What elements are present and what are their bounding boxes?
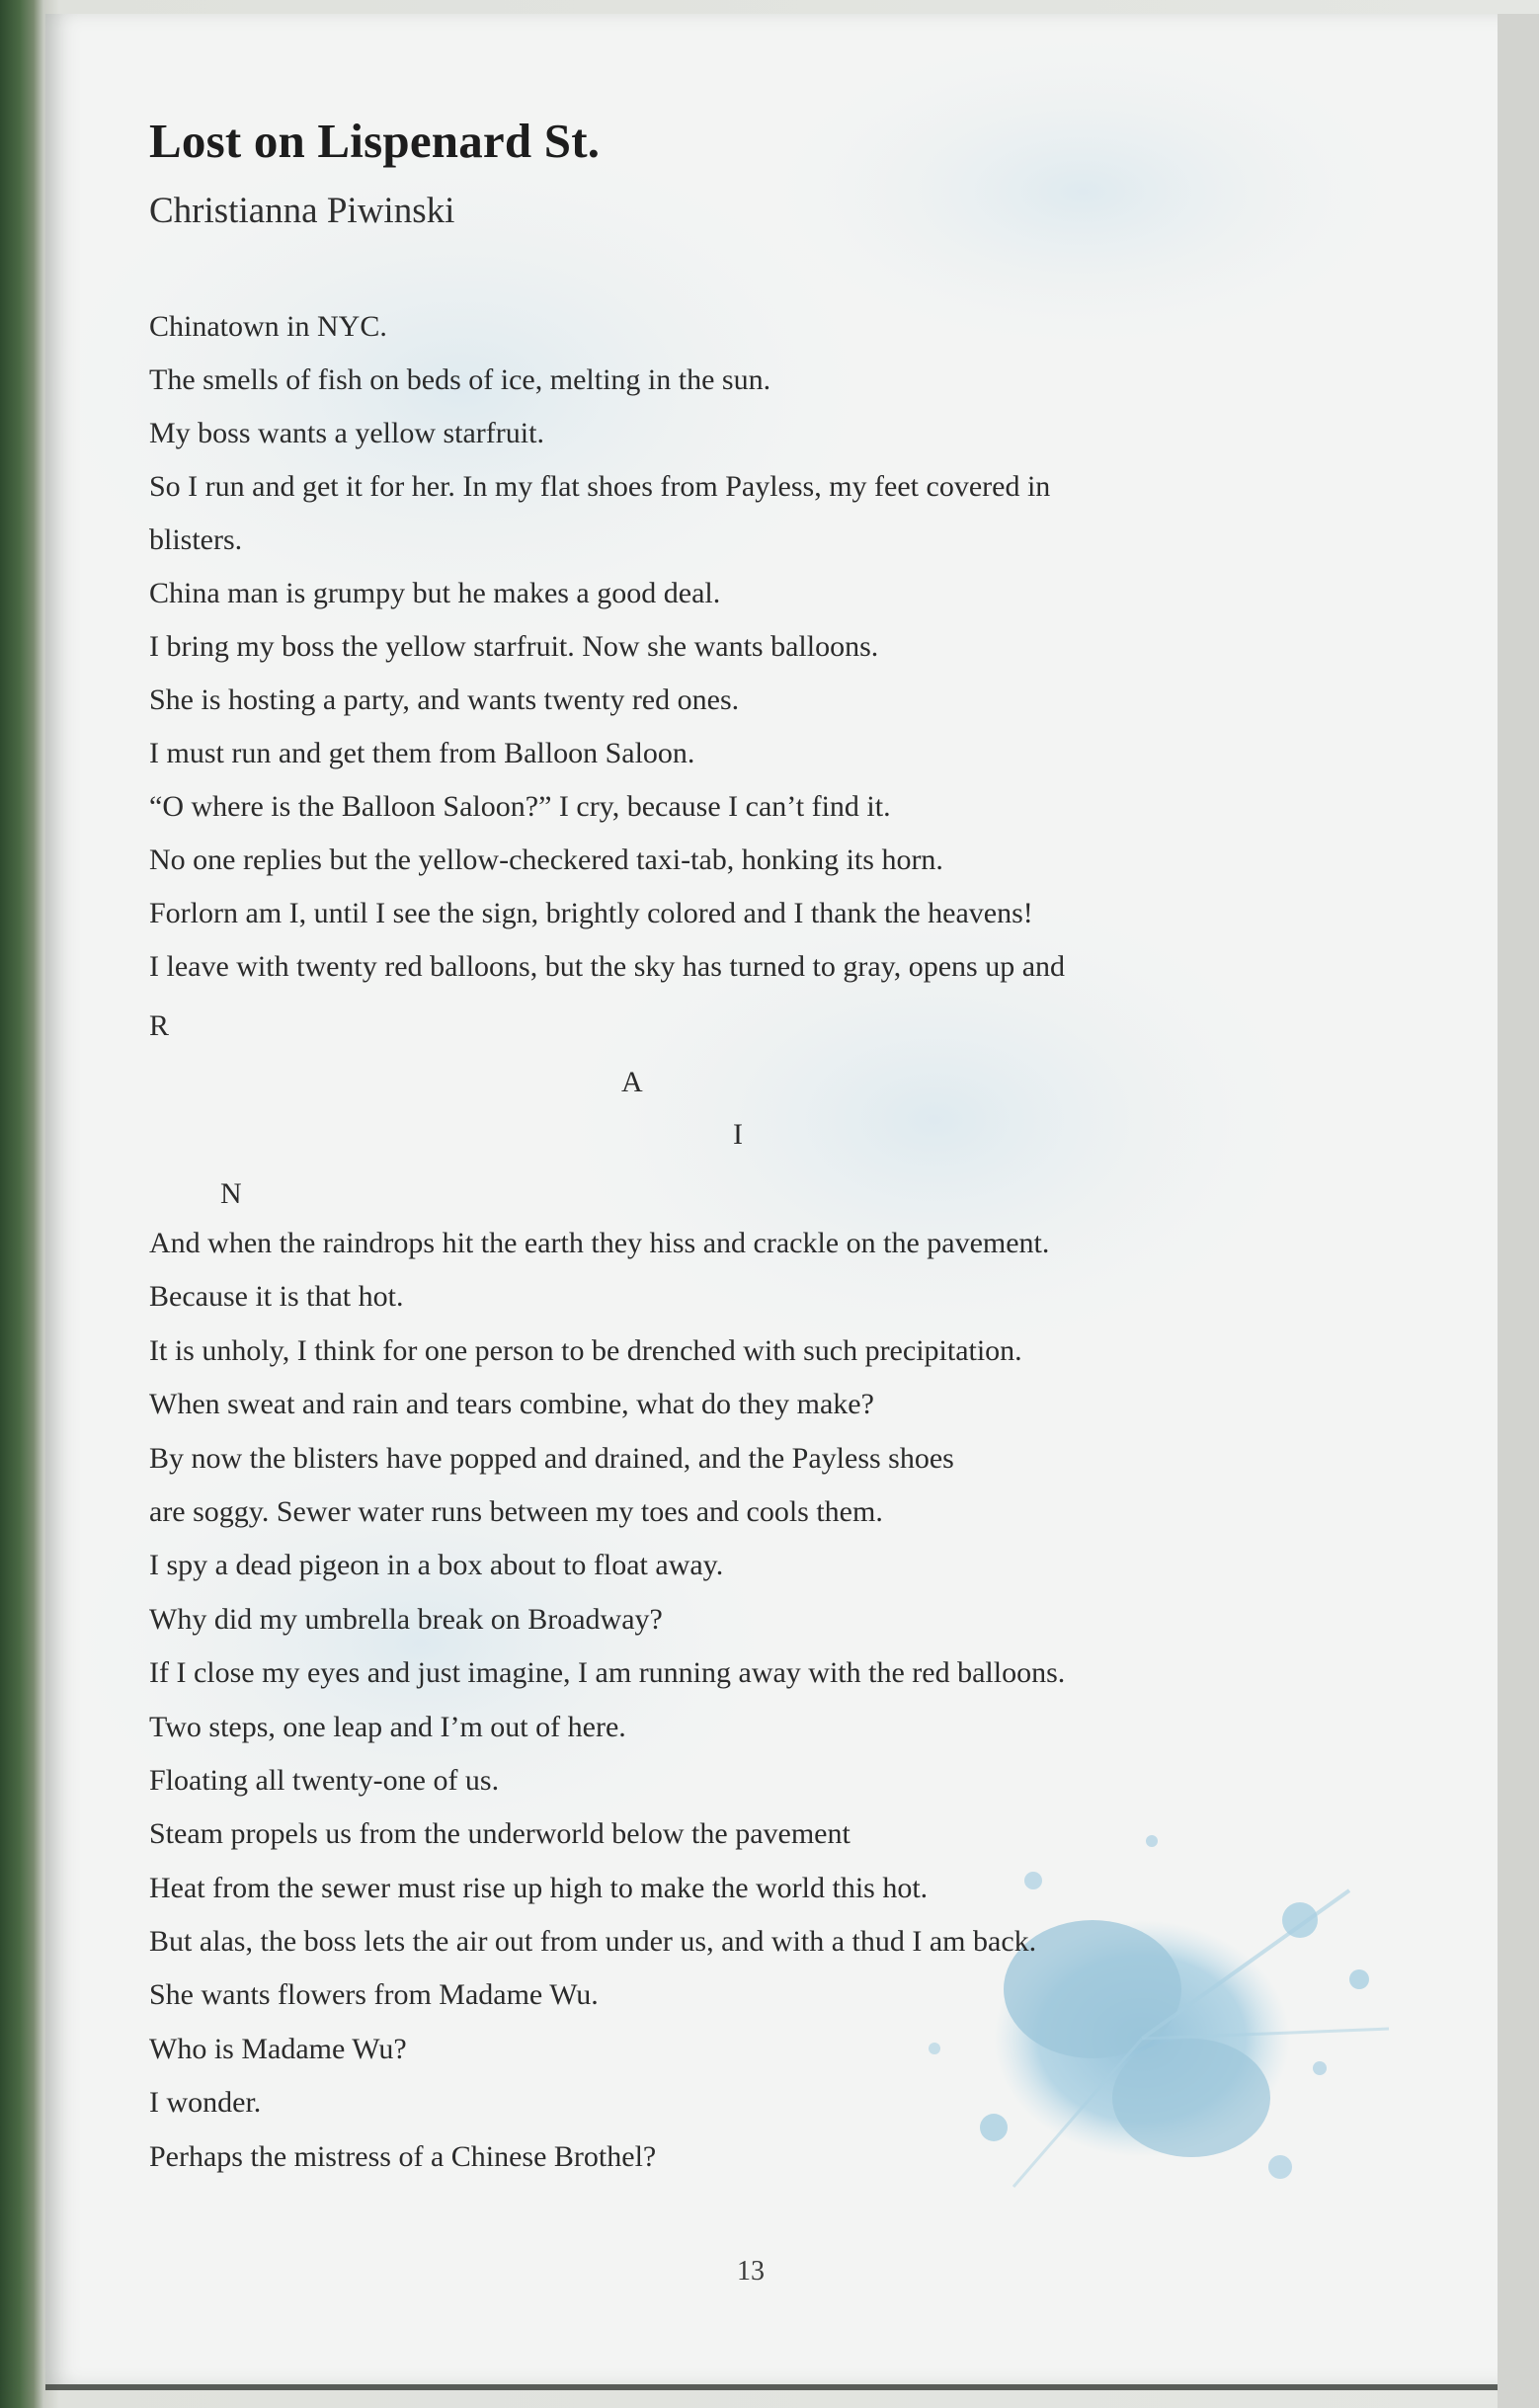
stanza-two: [149, 1217, 1384, 2184]
poem-line: By now the blisters have popped and drained, and the Payless shoes: [149, 1441, 954, 1475]
poem-author: Christianna Piwinski: [149, 191, 455, 231]
poem-line: are soggy. Sewer water runs between my toes and cools them.: [149, 1494, 883, 1528]
poem-line: When sweat and rain and tears combine, what do they make?: [149, 1388, 874, 1421]
book-page: [45, 14, 1498, 2384]
poem-line: Forlorn am I, until I see the sign, brightly colored and I thank the heavens!: [149, 897, 1033, 929]
poem-line: Perhaps the mistress of a Chinese Brothel?: [149, 2139, 657, 2173]
poem-line: Why did my umbrella break on Broadway?: [149, 1602, 663, 1636]
poem-line: I bring my boss the yellow starfruit. Now she wants balloons.: [149, 630, 879, 663]
poem-line: But alas, the boss lets the air out from under us, and with a thud I am back.: [149, 1925, 1037, 1959]
poem-line: Because it is that hot.: [149, 1280, 404, 1314]
page-bottom-edge: [45, 2384, 1498, 2390]
poem-line: “O where is the Balloon Saloon?” I cry, because I can’t find it.: [149, 790, 891, 823]
poem-line: She wants flowers from Madame Wu.: [149, 1978, 599, 2012]
poem-line: Chinatown in NYC.: [149, 310, 387, 343]
poem-line: No one replies but the yellow-checkered taxi-tab, honking its horn.: [149, 843, 943, 876]
scanner-edge: [1498, 14, 1539, 2408]
text-layer: [45, 14, 1498, 2384]
poem-line: And when the raindrops hit the earth they hiss and crackle on the pavement.: [149, 1227, 1050, 1259]
poem-line: The smells of fish on beds of ice, melting in the sun.: [149, 363, 771, 396]
poem-line: Floating all twenty-one of us.: [149, 1763, 500, 1797]
poem-line: I must run and get them from Balloon Saloon.: [149, 737, 695, 769]
poem-title: Lost on Lispenard St.: [149, 114, 601, 168]
rain-letter-r: R: [149, 1009, 170, 1042]
poem-line: blisters.: [149, 523, 243, 556]
rain-letter-n: N: [220, 1177, 242, 1210]
poem-line: So I run and get it for her. In my flat shoes from Payless, my feet covered in: [149, 470, 1051, 503]
poem-line: She is hosting a party, and wants twenty red ones.: [149, 683, 740, 716]
poem-line: It is unholy, I think for one person to be drenched with such precipitation.: [149, 1333, 1022, 1367]
poem-line: I spy a dead pigeon in a box about to float away.: [149, 1549, 724, 1582]
page-number: 13: [737, 2256, 765, 2287]
rain-letter-a: A: [621, 1066, 643, 1098]
poem-line: My boss wants a yellow starfruit.: [149, 417, 544, 449]
poem-line: Two steps, one leap and I’m out of here.: [149, 1710, 626, 1743]
poem-line: Who is Madame Wu?: [149, 2032, 407, 2065]
poem-line: Steam propels us from the underworld below the pavement: [149, 1817, 850, 1851]
rain-letter-i: I: [733, 1118, 743, 1151]
poem-line: China man is grumpy but he makes a good deal.: [149, 577, 721, 609]
poem-line: I leave with twenty red balloons, but the sky has turned to gray, opens up and: [149, 950, 1066, 983]
poem-line: Heat from the sewer must rise up high to make the world this hot.: [149, 1871, 929, 1904]
stanza-one: [149, 300, 1384, 994]
poem-line: If I close my eyes and just imagine, I am running away with the red balloons.: [149, 1656, 1066, 1690]
poem-line: I wonder.: [149, 2086, 262, 2120]
